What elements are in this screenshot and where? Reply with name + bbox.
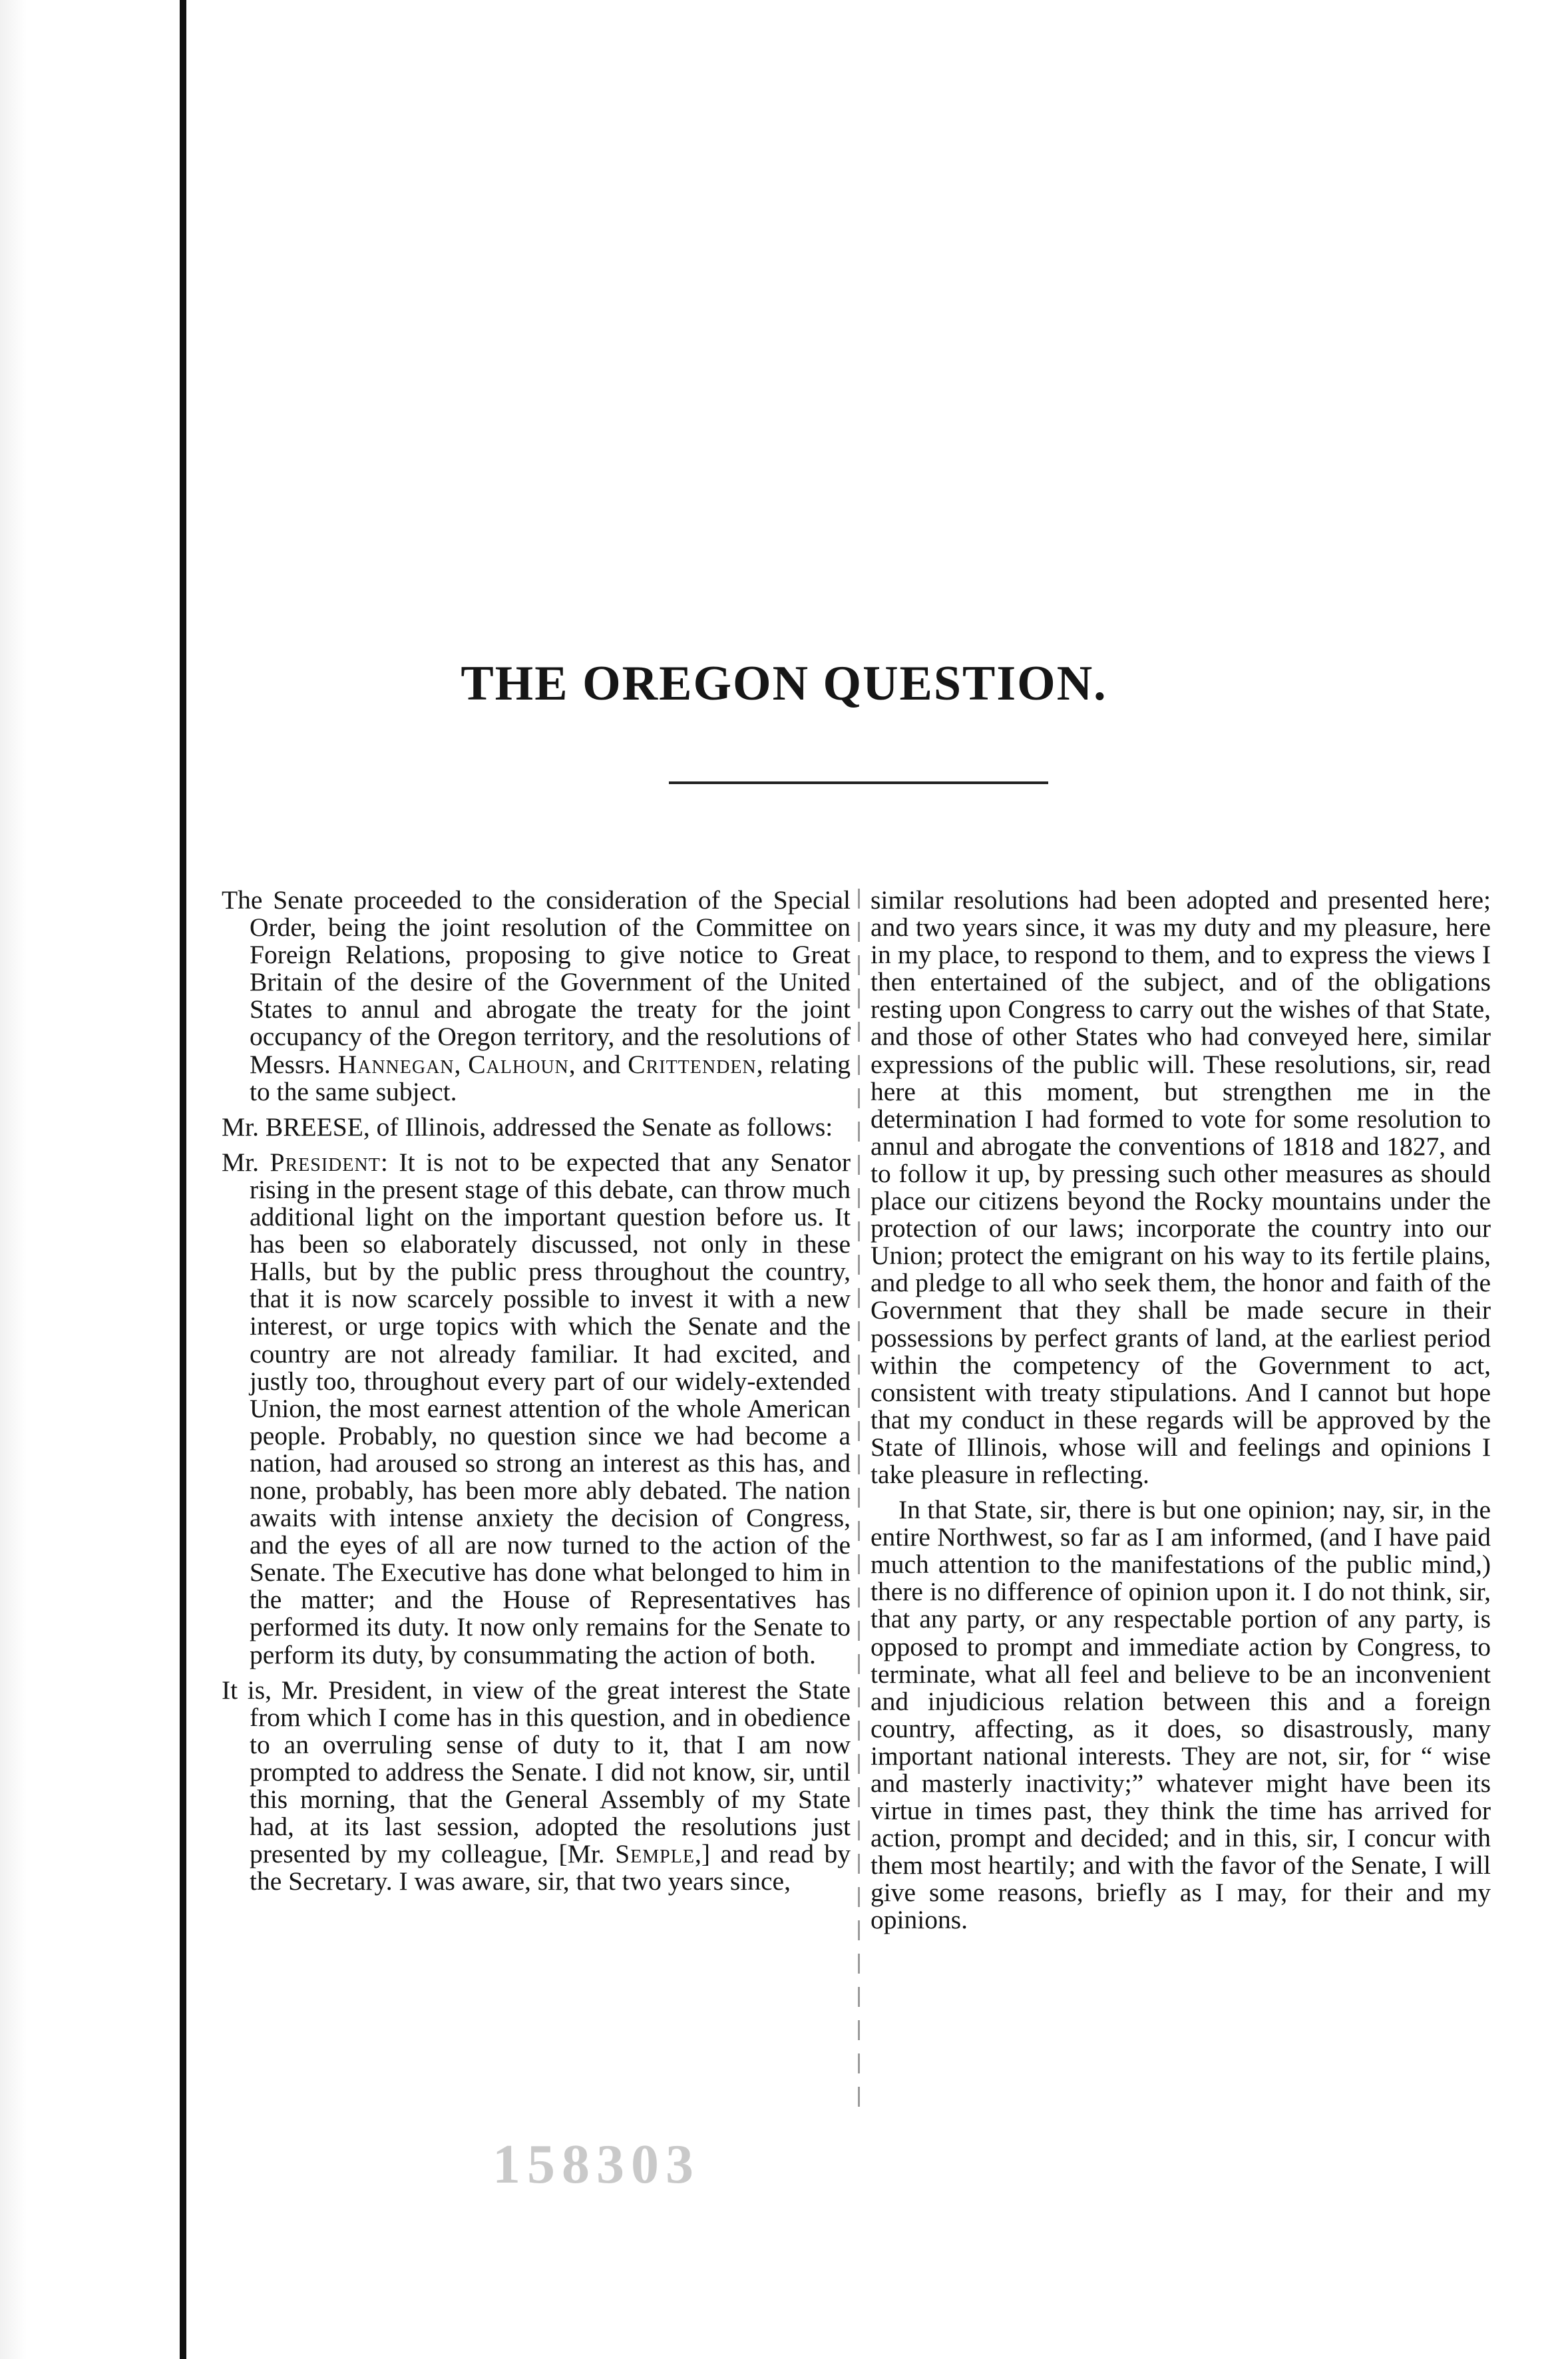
page-title: THE OREGON QUESTION. — [461, 656, 1107, 711]
binding-edge — [180, 0, 186, 2359]
right-column — [871, 887, 1491, 1942]
speech-text: ,] and read by the Secretary. I was aware, sir, that two years since, — [250, 1839, 851, 1896]
speech-paragraph — [222, 1149, 851, 1669]
intro-text-end: , relating to the same subject. — [250, 1049, 851, 1106]
column-divider — [858, 889, 860, 2117]
speech-text: : It is not to be expected that any Senator rising in the present stage of this debate, can throw much additional light on the important question before us. It has been so elaborately discussed, not only in these Halls, but by the public press throughout the country, that it is now scarcely possible to invest it with a new interest, or urge topics with which the Senate and the country are not already familiar. It had excited, and justly too, throughout every part of our widely-extended Union, the most earnest attention of the whole American people. Probably, no question since we had become a nation, had aroused so strong an interest as this has, and none, probably, has been more ably debated. The nation awaits with intense anxiety the decision of Congress, and the eyes of all are now turned to the action of the Senate. The Executive has done what belonged to him in the matter; and the House of Representatives has performed its duty. It now only remains for the Senate to perform its duty, by consummating the action of both. — [250, 1147, 851, 1669]
address-word: President — [270, 1147, 381, 1177]
senator-name: Hannegan — [337, 1049, 455, 1079]
speech-paragraph: similar resolutions had been adopted and presented here; and two years since, it was my duty and my pleasure, here in my place, to respond to them, and to express the views I then entertained of the subject, and of the obligations resting upon Congress to carry out the wishes of that State, and those of other States who had conveyed here, similar expressions of the public will. These resolutions, sir, read here at this moment, but strengthen me in the determination I had formed to vote for some resolution to annul and abrogate the conventions of 1818 and 1827, and to follow it up, by pressing such other measures as should place our citizens beyond the Rocky mountains under the protection of our laws; incorporate the country into our Union; protect the emigrant on his way to its fertile plains, and pledge to all who seek them, the honor and faith of the Government that they shall be made secure in their possessions by perfect grants of land, at the earliest period within the competency of the Government to act, consistent with treaty stipulations. And I cannot but hope that my conduct in these regards will be approved by the State of Illinois, whose will and feelings and opinions I take pleasure in reflecting. — [871, 885, 1491, 1489]
intro-paragraph — [222, 887, 851, 1106]
senator-name: Crittenden — [628, 1049, 757, 1079]
speech-paragraph — [222, 1677, 851, 1896]
left-column — [222, 887, 851, 1903]
separator: , — [454, 1049, 469, 1079]
speech-text: Mr. — [222, 1147, 270, 1177]
title-rule — [669, 781, 1048, 784]
colleague-name: Semple — [615, 1839, 695, 1869]
separator: , and — [568, 1049, 628, 1079]
speech-text: It is, Mr. President, in view of the great interest the State from which I come has in this question, and in obedience to an overruling sense of duty to it, that I am now prompted to address the Senate. I did not know, sir, until this morning, that the General Assembly of my State had, at its last session, adopted the resolutions just presented by my colleague, [Mr. — [222, 1675, 851, 1869]
speech-paragraph: In that State, sir, there is but one opinion; nay, sir, in the entire Northwest, so far as I am informed, (and I have paid much attention to the manifestations of the public mind,) there is no difference of opinion upon it. I do not think, sir, that any party, or any respectable portion of any party, is opposed to prompt and immediate action by Congress, to terminate, what all feel and believe to be an inconvenient and injudicious relation between this and a foreign country, affecting, as it does, so disastrously, many important national interests. They are not, sir, for “ wise and masterly inactivity;” whatever might have been its virtue in times past, they think the time has arrived for action, prompt and decided; and in this, sir, I concur with them most heartily; and with the favor of the Senate, I will give some reasons, briefly as I may, for their and my opinions. — [871, 1495, 1491, 1935]
page-shadow — [0, 0, 27, 2359]
intro-text: The Senate proceeded to the consideration of the Special Order, being the joint resolution of the Committee on Foreign Relations, proposing to give notice to Great Britain of the desire of the Government of the United States to annul and abrogate the treaty for the joint occupancy of the Oregon territory, and the resolutions of Messrs. — [222, 885, 851, 1079]
library-stamp-number: 158303 — [492, 2133, 700, 2195]
senator-name: Calhoun — [468, 1049, 569, 1079]
speaker-introduction: Mr. BREESE, of Illinois, addressed the Senate as follows: — [222, 1112, 833, 1142]
